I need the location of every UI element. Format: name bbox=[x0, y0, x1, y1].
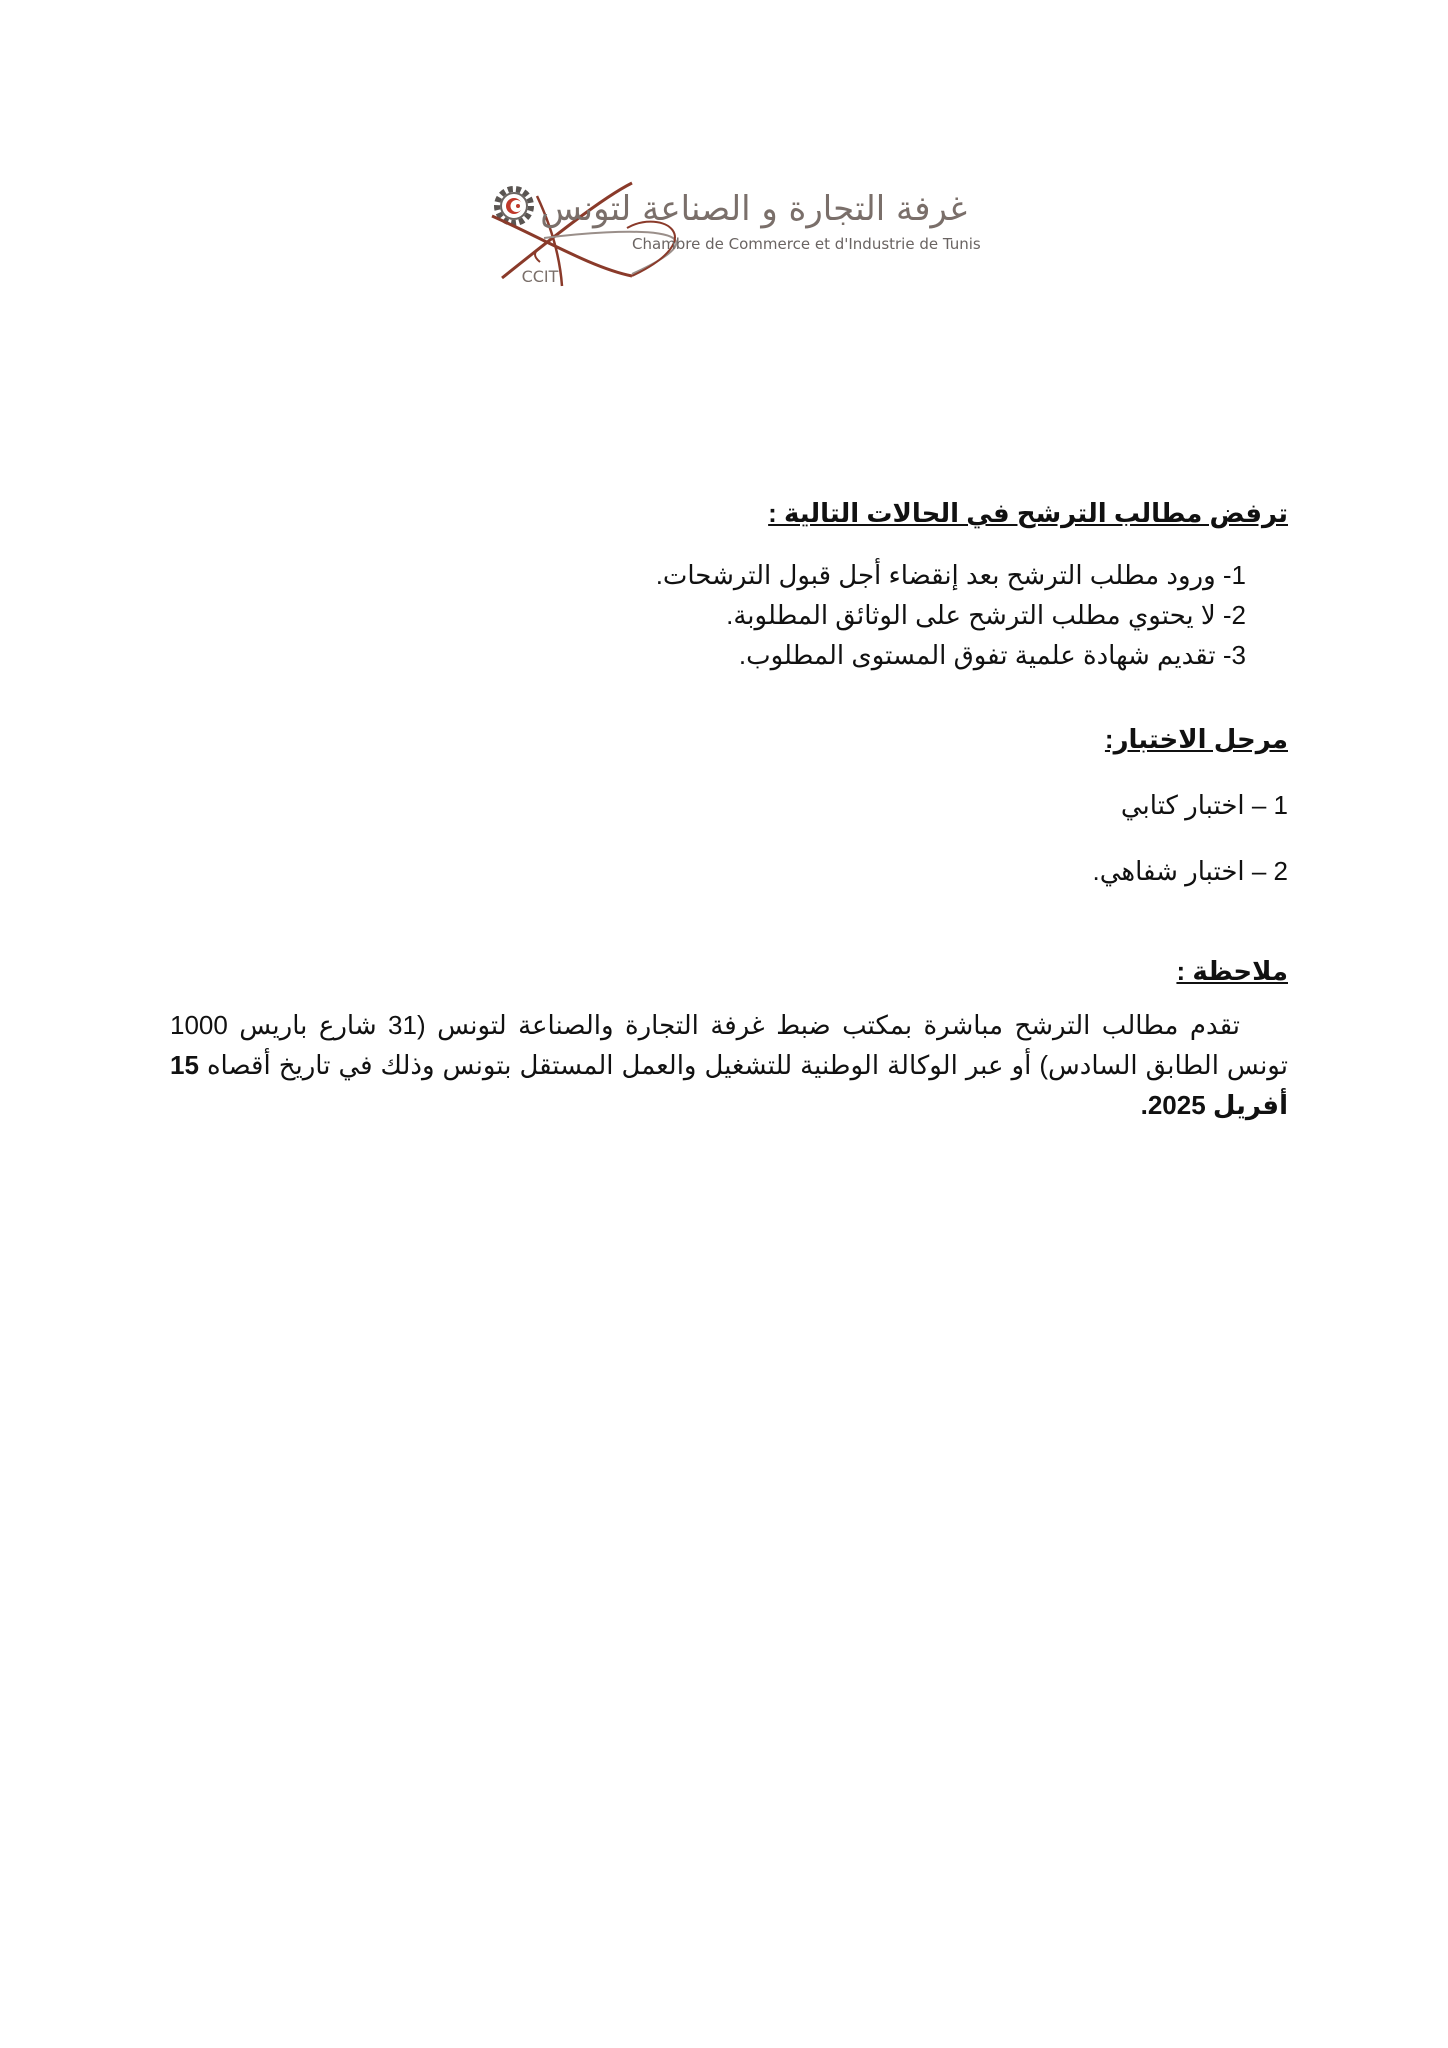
note-heading: ملاحظة : bbox=[1176, 956, 1288, 986]
exam-item-oral: 2 – اختبار شفاهي. bbox=[1092, 856, 1288, 886]
document-body bbox=[170, 493, 1288, 1151]
rejection-list bbox=[170, 555, 1246, 675]
exam-item-written: 1 – اختبار كتابي bbox=[1120, 790, 1288, 820]
logo-abbreviation: CCIT bbox=[521, 267, 559, 286]
list-item: 2- لا يحتوي مطلب الترشح على الوثائق المطلوبة. bbox=[726, 600, 1246, 630]
note-paragraph bbox=[170, 1005, 1288, 1125]
logo-french-name: Chambre de Commerce et d'Industrie de Tunis bbox=[632, 235, 981, 253]
list-item: 3- تقديم شهادة علمية تفوق المستوى المطلوب. bbox=[738, 640, 1246, 670]
list-item: 1- ورود مطلب الترشح بعد إنقضاء أجل قبول الترشحات. bbox=[655, 560, 1246, 590]
chamber-logo bbox=[482, 178, 981, 290]
rejection-heading: ترفض مطالب الترشح في الحالات التالية : bbox=[768, 498, 1288, 528]
exam-heading: مرحل الاختبار: bbox=[1104, 724, 1288, 754]
note-text: تقدم مطالب الترشح مباشرة بمكتب ضبط غرفة التجارة والصناعة لتونس (31 شارع باريس 1000 تونس الطابق السادس) أو عبر الوكالة الوطنية للتشغيل والعمل المستقل بتونس وذلك في تاريخ أقصاه bbox=[170, 1010, 1288, 1080]
logo-arabic-name: غرفة التجارة و الصناعة لتونس bbox=[540, 189, 967, 229]
deadline-date: 15 أفريل 2025. bbox=[170, 1050, 1288, 1120]
